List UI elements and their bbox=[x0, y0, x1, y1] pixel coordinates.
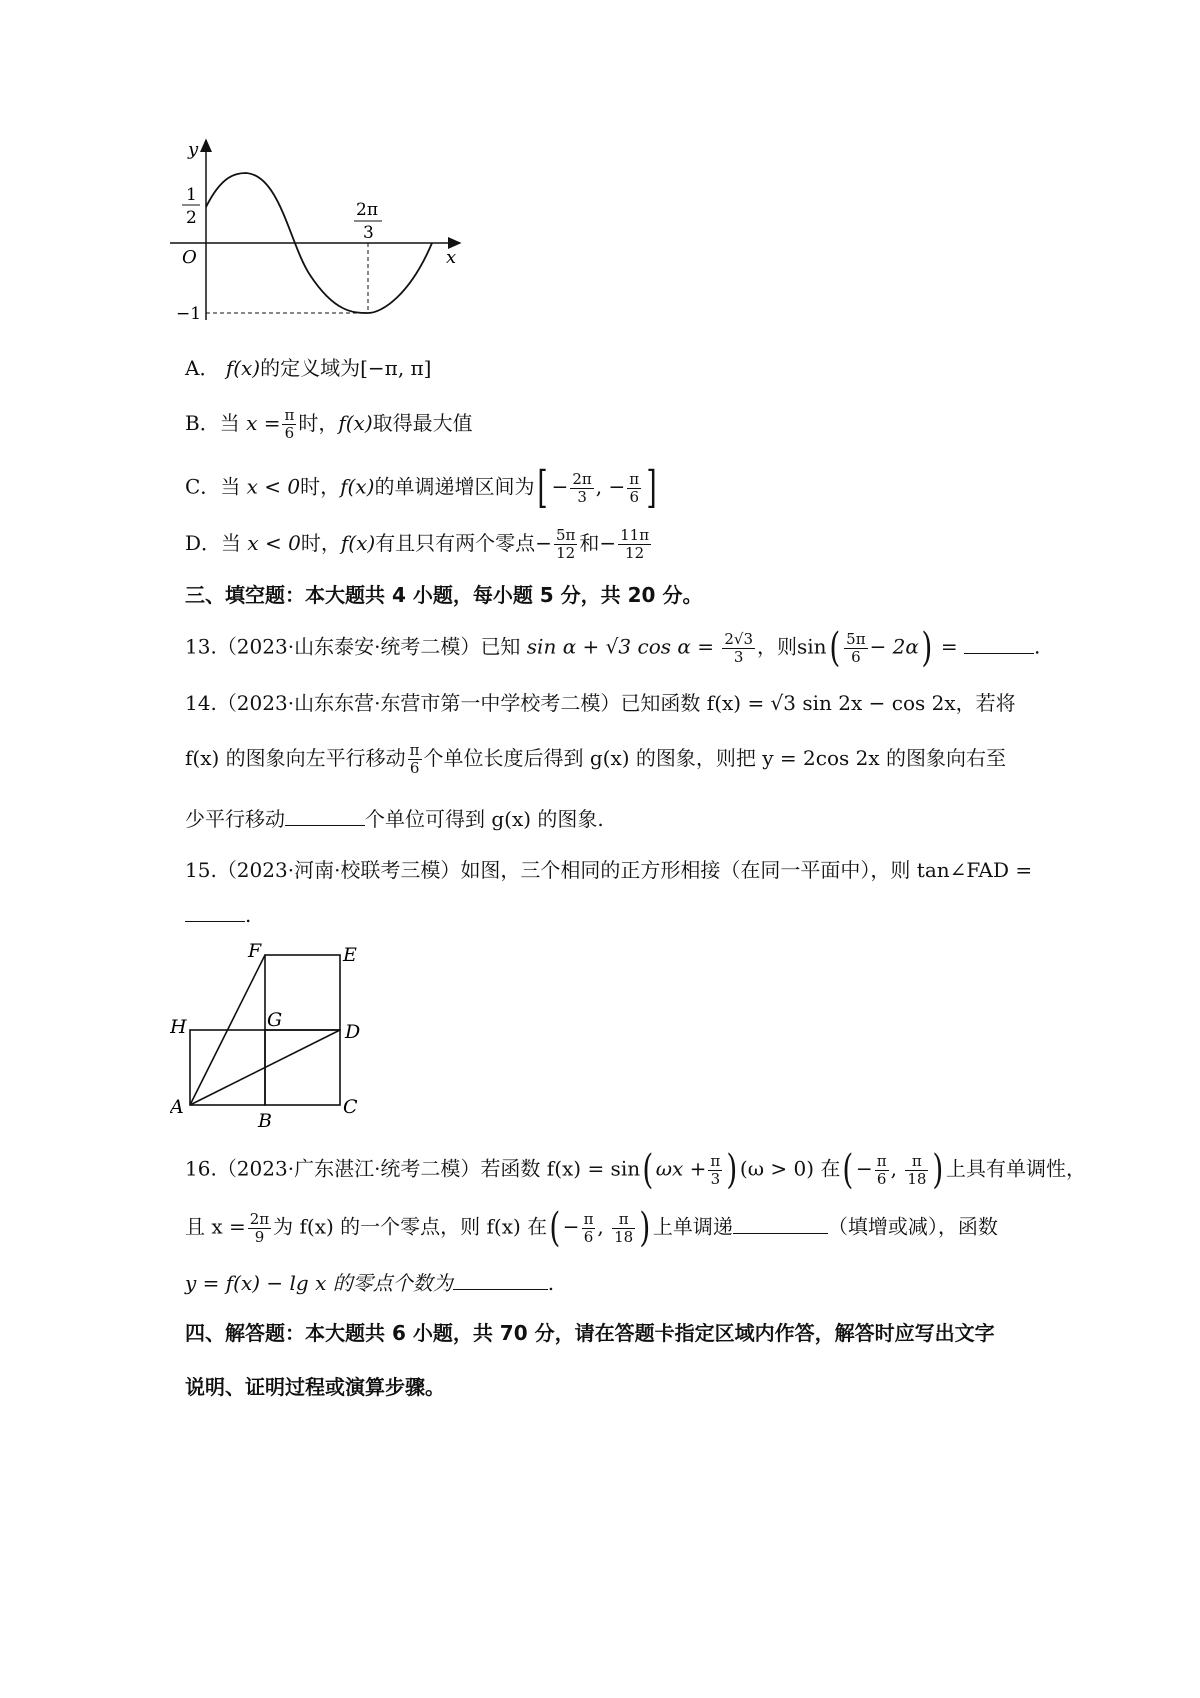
option-d: D．当 x < 0时，f(x)有且只有两个零点− $\frac{5\pi}{12}$ 和− $\frac{11\pi}{12}$ bbox=[185, 526, 650, 562]
squares-figure bbox=[170, 935, 390, 1135]
y-axis-label: y bbox=[188, 139, 199, 160]
answer-blank-13[interactable] bbox=[964, 633, 1034, 654]
point-d: D bbox=[345, 1021, 361, 1043]
answer-blank-15[interactable] bbox=[185, 901, 245, 922]
point-g: G bbox=[267, 1009, 283, 1031]
origin-label: O bbox=[182, 247, 197, 268]
point-a: A bbox=[170, 1096, 184, 1118]
square-left bbox=[190, 1030, 265, 1105]
point-b: B bbox=[258, 1110, 272, 1132]
option-a: A． f(x)的定义域为[−π, π] bbox=[185, 356, 432, 380]
x-mark-num: 2π bbox=[356, 200, 378, 220]
section-4-line-2: 说明、证明过程或演算步骤。 bbox=[185, 1375, 445, 1399]
point-c: C bbox=[343, 1096, 358, 1118]
y-minus-one: −1 bbox=[176, 304, 202, 324]
question-16-line-3: y = f(x) − lg x 的零点个数为 . bbox=[185, 1271, 555, 1295]
question-14-line-1: 14.（2023·山东东营·东营市第一中学校考二模）已知函数 f(x) = √3 sin 2x − cos 2x，若将 bbox=[185, 691, 1016, 715]
question-15: 15.（2023·河南·校联考三模）如图，三个相同的正方形相接（在同一平面中），则 tan∠FAD = bbox=[185, 858, 1033, 882]
answer-blank-16b[interactable] bbox=[453, 1269, 548, 1290]
x-axis-label: x bbox=[446, 247, 457, 268]
question-16-line-2: 且 x = $\frac{2\pi}{9}$ 为 f(x) 的一个零点，则 f(x) 在( − $\frac{\pi}{6}$ , $\frac{\pi}{18}$ ) 上单调递 （填增或减），函数 bbox=[185, 1205, 998, 1251]
point-e: E bbox=[343, 944, 357, 966]
answer-blank-14[interactable] bbox=[285, 805, 365, 826]
question-14-line-2: f(x) 的图象向左平行移动 $\frac{\pi}{6}$ 个单位长度后得到 g(x) 的图象，则把 y = 2cos 2x 的图象向右至 bbox=[185, 741, 1006, 777]
question-15-blank-line: . bbox=[185, 900, 251, 930]
point-h: H bbox=[170, 1016, 187, 1038]
sine-graph bbox=[170, 135, 470, 335]
section-3-title: 三、填空题：本大题共 4 小题，每小题 5 分，共 20 分。 bbox=[185, 583, 703, 607]
point-f: F bbox=[248, 940, 262, 962]
square-right bbox=[265, 1030, 340, 1105]
y-half-num: 1 bbox=[186, 185, 197, 205]
question-14-line-3: 少平行移动 个单位可得到 g(x) 的图象. bbox=[185, 807, 604, 831]
y-half-den: 2 bbox=[186, 208, 197, 228]
question-16-line-1: 16.（2023·广东湛江·统考二模）若函数 f(x) = sin( ωx + $\frac{\pi}{3}$ ) (ω > 0) 在( − $\frac{\pi}{6}$ , $\frac{\pi}{18}$ ) 上具有单调性， bbox=[185, 1147, 1087, 1193]
section-4-line-1: 四、解答题：本大题共 6 小题，共 70 分，请在答题卡指定区域内作答，解答时应写出文字 bbox=[185, 1321, 995, 1345]
x-mark-den: 3 bbox=[363, 223, 374, 243]
option-b: B．当 x = $\frac{\pi}{6}$ 时，f(x)取得最大值 bbox=[185, 406, 473, 442]
option-c: C．当 x < 0时，f(x)的单调递增区间为[ − $\frac{2\pi}{3}$ , − $\frac{\pi}{6}$ ] bbox=[185, 462, 657, 513]
answer-blank-16a[interactable] bbox=[733, 1213, 828, 1234]
question-13: 13.（2023·山东泰安·统考二模）已知 sin α + √3 cos α = $\frac{2√3}{3}$ ，则sin( $\frac{5\pi}{6}$ − 2α) = . bbox=[185, 625, 1041, 671]
